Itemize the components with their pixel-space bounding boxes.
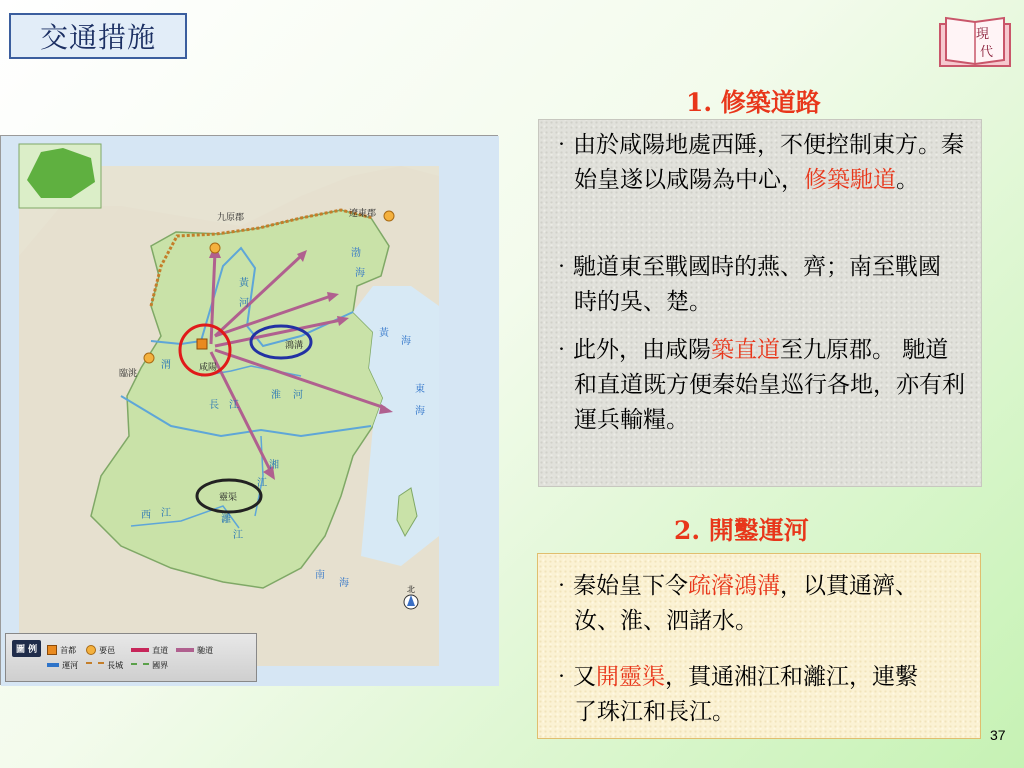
slide-title: 交通措施: [9, 13, 187, 59]
logo: [936, 14, 1014, 70]
canal-icon: [47, 663, 59, 667]
label-honggou: 鴻溝: [285, 341, 304, 351]
svg-text:代: 代: [980, 45, 994, 60]
river-chang-1: 長: [209, 400, 219, 411]
sea-dong-1: 東: [415, 384, 425, 395]
great-wall-icon: [86, 662, 104, 668]
river-xi-1: 西: [141, 510, 151, 521]
highlight-text: 修築馳道: [804, 167, 896, 193]
sea-dong-2: 海: [415, 406, 425, 417]
bullet-text: ‧又: [550, 664, 596, 690]
border-icon: [131, 663, 149, 668]
imperial-road-icon: [176, 648, 194, 652]
bullet-text: ，貫通湘江和灕江，連繫了珠江和長江。: [574, 664, 918, 725]
legend-straight-road: 直道: [131, 645, 168, 656]
section2-heading: 2. 開鑿運河: [674, 516, 809, 545]
river-huai-2: 河: [293, 390, 303, 401]
straight-road-icon: [131, 648, 149, 652]
river-xiang-2: 江: [257, 478, 267, 489]
sea-bo-2: 海: [355, 268, 365, 279]
legend-border: 國界: [131, 660, 168, 671]
label-xianyang: 咸陽: [199, 363, 218, 373]
label-lingqu: 靈渠: [219, 493, 238, 503]
bullet-text: ‧由於咸陽地處西陲，不便控制東方。秦始皇遂以咸陽為中心，: [550, 132, 964, 193]
bullet-text: 至九原郡。 馳道和直道既方便秦始皇巡行各地，亦有利運兵輸糧。: [574, 337, 965, 433]
river-xi-2: 江: [161, 508, 171, 519]
sea-huang-2: 海: [401, 336, 411, 347]
map-graphic: [1, 136, 499, 686]
inset-china-map: [19, 144, 101, 208]
bullet-text: ‧馳道東至戰國時的燕、齊；南至戰國時的吳、楚。: [550, 254, 941, 315]
sea-nan-2: 海: [339, 578, 349, 589]
bullet-text: ，以貫通濟、汝、淮、泗諸水。: [574, 573, 918, 634]
river-xiang-1: 湘: [269, 460, 279, 471]
bullet-text: ‧秦始皇下令: [550, 573, 688, 599]
highlight-text: 築直道: [711, 337, 780, 363]
svg-text:現: 現: [976, 27, 990, 42]
river-chang-2: 江: [229, 400, 239, 411]
legend-great-wall: 長城: [86, 660, 123, 671]
river-huang-2: 河: [239, 298, 249, 309]
legend-title: 圖 例: [12, 640, 41, 657]
section2-bullet-2: [546, 660, 926, 730]
section1-bullet-3: [546, 333, 966, 438]
sea-huang-1: 黃: [379, 328, 389, 339]
section1-bullet-1: [546, 128, 966, 198]
section2-bullet-1: [546, 569, 946, 639]
legend-capital: 首都: [47, 645, 78, 656]
page-number: 37: [990, 727, 1006, 743]
legend-canal: 運河: [47, 660, 78, 671]
capital-icon: [47, 645, 57, 655]
qin-transport-map: [0, 135, 498, 685]
section1-bullet-2: [546, 250, 946, 320]
river-li-1: 灕: [221, 514, 231, 525]
label-lintao: 臨洮: [119, 369, 138, 379]
legend-imperial-road: 馳道: [176, 645, 213, 656]
legend-city: 要邑: [86, 645, 123, 656]
highlight-text: 開靈渠: [596, 664, 665, 690]
city-icon: [86, 645, 96, 655]
svg-text:北: 北: [407, 585, 415, 594]
label-jiuyuan: 九原郡: [217, 213, 245, 223]
sea-bo-1: 渤: [351, 248, 361, 259]
river-wei: 渭: [161, 360, 171, 371]
book-logo-icon: [936, 14, 1014, 70]
section1-heading: 1. 修築道路: [686, 88, 821, 117]
river-huang-1: 黃: [239, 278, 249, 289]
river-li-2: 江: [233, 530, 243, 541]
map-legend: [5, 633, 257, 682]
sea-nan-1: 南: [315, 570, 325, 581]
river-huai-1: 淮: [271, 390, 281, 401]
bullet-text: 。: [896, 167, 919, 193]
label-liaodong: 遼東郡: [349, 209, 377, 219]
highlight-text: 疏濬鴻溝: [688, 573, 780, 599]
bullet-text: ‧此外，由咸陽: [550, 337, 711, 363]
